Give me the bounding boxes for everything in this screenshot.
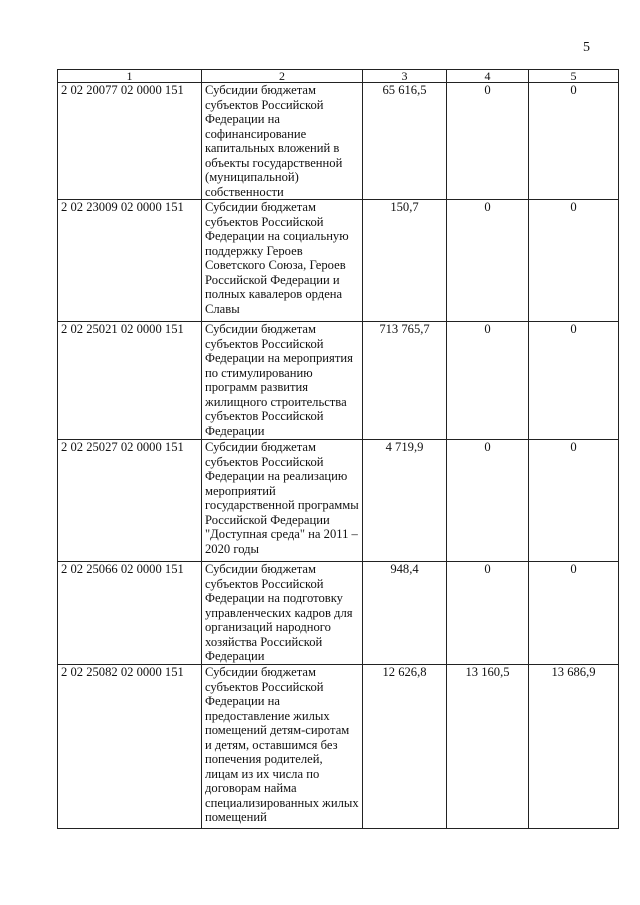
- amount-col4-cell: 0: [447, 440, 529, 562]
- header-col-4: 4: [447, 70, 529, 83]
- table-body: [58, 83, 619, 829]
- description-cell: Субсидии бюджетам субъектов Российской Федерации на социальную поддержку Героев Советского Союза, Героев Российской Федерации и полных кавалеров ордена Славы: [202, 200, 363, 322]
- budget-code-cell: 2 02 20077 02 0000 151: [58, 83, 202, 200]
- description-cell: Субсидии бюджетам субъектов Российской Федерации на софинансирование капитальных вложений в объекты государственной (муниципальной) собственности: [202, 83, 363, 200]
- budget-table: [57, 69, 619, 829]
- table-row: [58, 200, 619, 322]
- header-col-2: 2: [202, 70, 363, 83]
- table-row: [58, 562, 619, 665]
- page-number: 5: [583, 40, 590, 55]
- description-cell: Субсидии бюджетам субъектов Российской Федерации на подготовку управленческих кадров для организаций народного хозяйства Российской Федерации: [202, 562, 363, 665]
- amount-col5-cell: 0: [529, 200, 619, 322]
- amount-col4-cell: 0: [447, 322, 529, 440]
- header-col-3: 3: [363, 70, 447, 83]
- table-row: [58, 665, 619, 829]
- amount-col5-cell: 0: [529, 83, 619, 200]
- amount-col5-cell: 0: [529, 562, 619, 665]
- budget-code-cell: 2 02 25082 02 0000 151: [58, 665, 202, 829]
- header-col-5: 5: [529, 70, 619, 83]
- amount-col4-cell: 13 160,5: [447, 665, 529, 829]
- table-header: [58, 70, 619, 83]
- header-row: [58, 70, 619, 83]
- amount-col3-cell: 65 616,5: [363, 83, 447, 200]
- amount-col5-cell: 0: [529, 322, 619, 440]
- table-row: [58, 83, 619, 200]
- amount-col5-cell: 13 686,9: [529, 665, 619, 829]
- table-row: [58, 322, 619, 440]
- amount-col3-cell: 150,7: [363, 200, 447, 322]
- budget-code-cell: 2 02 23009 02 0000 151: [58, 200, 202, 322]
- description-cell: Субсидии бюджетам субъектов Российской Федерации на мероприятия по стимулированию программ развития жилищного строительства субъектов Российской Федерации: [202, 322, 363, 440]
- table-row: [58, 440, 619, 562]
- amount-col3-cell: 713 765,7: [363, 322, 447, 440]
- budget-code-cell: 2 02 25027 02 0000 151: [58, 440, 202, 562]
- budget-code-cell: 2 02 25021 02 0000 151: [58, 322, 202, 440]
- amount-col4-cell: 0: [447, 562, 529, 665]
- amount-col3-cell: 948,4: [363, 562, 447, 665]
- amount-col3-cell: 4 719,9: [363, 440, 447, 562]
- amount-col4-cell: 0: [447, 200, 529, 322]
- amount-col3-cell: 12 626,8: [363, 665, 447, 829]
- description-cell: Субсидии бюджетам субъектов Российской Федерации на реализацию мероприятий государственной программы Российской Федерации "Доступная среда" на 2011 – 2020 годы: [202, 440, 363, 562]
- description-cell: Субсидии бюджетам субъектов Российской Федерации на предоставление жилых помещений детям-сиротам и детям, оставшимся без попечения родителей, лицам из их числа по договорам найма специализированных жилых помещений: [202, 665, 363, 829]
- amount-col4-cell: 0: [447, 83, 529, 200]
- budget-code-cell: 2 02 25066 02 0000 151: [58, 562, 202, 665]
- amount-col5-cell: 0: [529, 440, 619, 562]
- header-col-1: 1: [58, 70, 202, 83]
